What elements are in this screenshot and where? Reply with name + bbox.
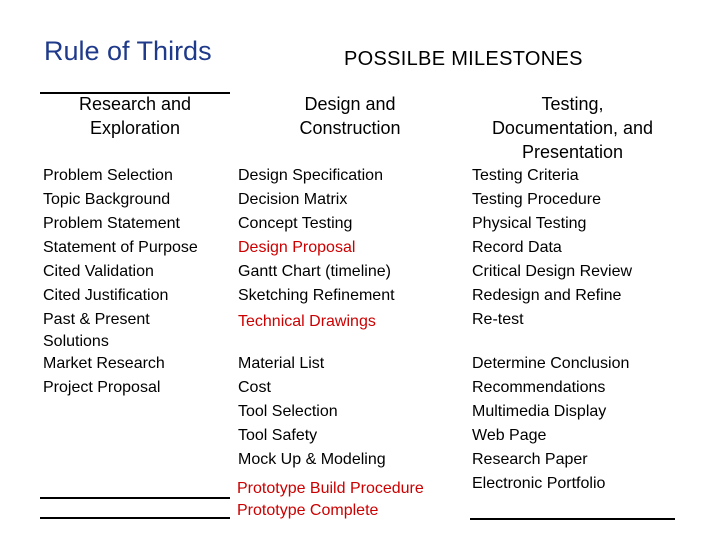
milestone-item: Record Data [472,239,562,256]
milestone-item: Re-test [472,311,524,328]
milestone-item-highlighted: Design Proposal [238,239,356,256]
milestone-item: Topic Background [43,191,171,208]
milestone-item-highlighted: Prototype Complete [237,502,379,519]
milestone-item: Tool Safety [238,427,318,444]
column-header-research [40,92,230,140]
milestone-item: Electronic Portfolio [472,475,606,492]
milestone-item: Problem Selection [43,167,173,184]
divider-line [40,92,230,94]
milestone-item: Project Proposal [43,379,161,396]
column-header-design [250,92,450,140]
milestone-item: Multimedia Display [472,403,607,420]
milestone-item: Cited Validation [43,263,154,280]
milestone-item: Material List [238,355,325,372]
milestone-item: Decision Matrix [238,191,348,208]
milestone-item: Physical Testing [472,215,587,232]
slide-title: Rule of Thirds [44,36,212,66]
milestone-item: Research Paper [472,451,588,468]
milestone-item: Testing Criteria [472,167,579,184]
milestone-item: Redesign and Refine [472,287,622,304]
milestone-item: Design Specification [238,167,383,184]
divider-line [40,497,230,499]
column-header-line: Exploration [89,118,181,138]
milestone-item: Problem Statement [43,215,180,232]
column-header-testing [470,92,675,164]
column-header-line: Construction [299,118,401,138]
milestone-item: Concept Testing [238,215,353,232]
milestone-item: Past & Present Solutions [43,311,150,350]
divider-line [470,518,675,520]
milestone-item: Cited Justification [43,287,169,304]
milestones-heading: POSSILBE MILESTONES [344,48,583,70]
milestone-item: Tool Selection [238,403,338,420]
milestone-item: Web Page [472,427,547,444]
milestone-item: Determine Conclusion [472,355,630,372]
milestone-item: Cost [238,379,271,396]
milestone-item-highlighted: Technical Drawings [238,313,376,330]
milestone-item: Recommendations [472,379,606,396]
column-header-line: Documentation, and [491,118,654,138]
milestone-item: Gantt Chart (timeline) [238,263,391,280]
column-header-line: Design and [304,94,396,114]
milestone-item: Statement of Purpose [43,239,198,256]
milestone-item: Critical Design Review [472,263,633,280]
column-header-line: Research and [78,94,192,114]
milestone-item: Sketching Refinement [238,287,395,304]
milestone-item: Market Research [43,355,165,372]
milestone-item-highlighted: Prototype Build Procedure [237,480,424,497]
milestone-item: Testing Procedure [472,191,601,208]
column-header-line: Presentation [521,142,624,162]
divider-line [40,517,230,519]
column-header-line: Testing, [541,94,604,114]
milestone-item: Mock Up & Modeling [238,451,386,468]
